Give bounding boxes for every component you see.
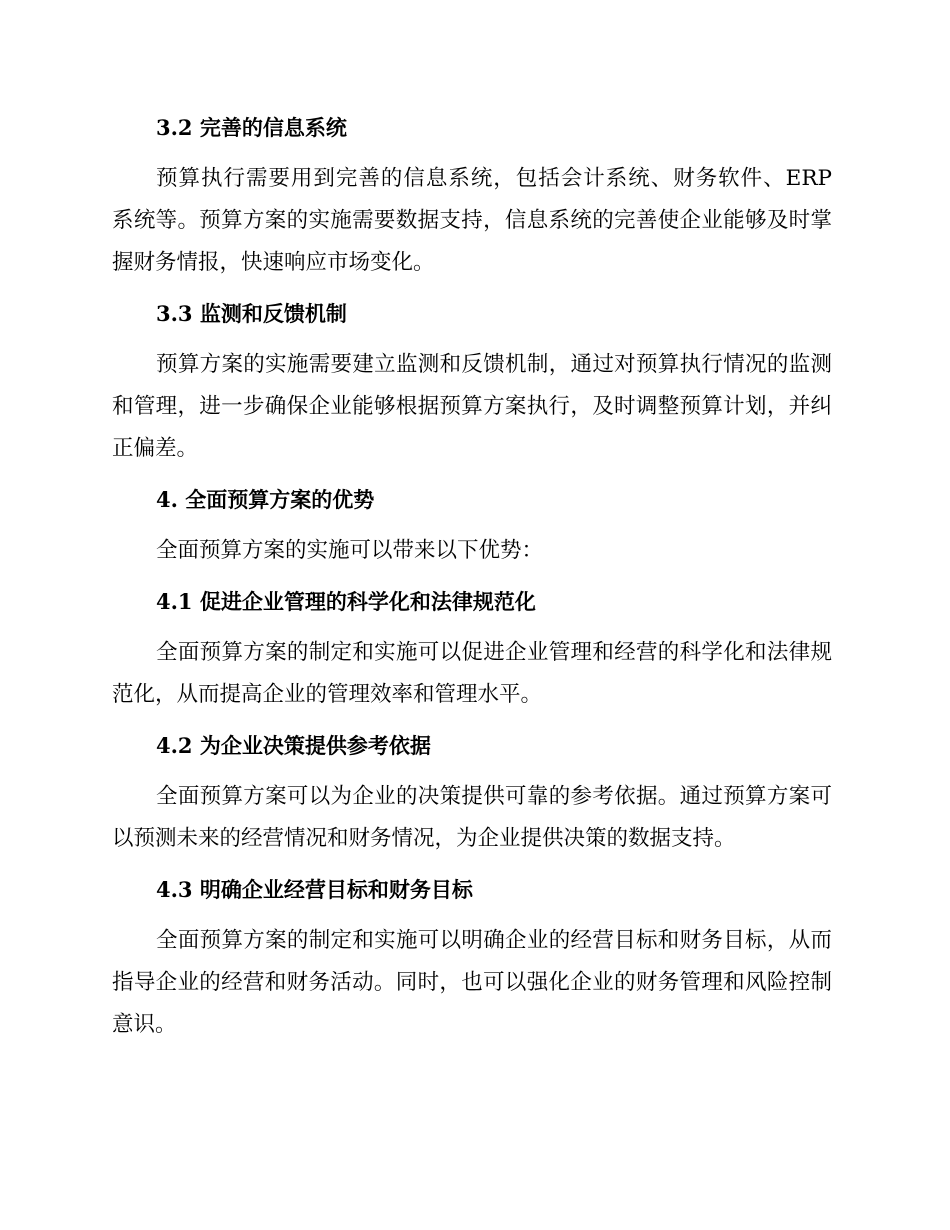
- section-paragraph-4: 全面预算方案的实施可以带来以下优势：: [156, 538, 544, 563]
- section-heading-3-3: 3.3 监测和反馈机制: [156, 301, 347, 326]
- section-paragraph-4-2: 全面预算方案可以为企业的决策提供可靠的参考依据。通过预算方案可以预测未来的经营情况和财务情况，为企业提供决策的数据支持。: [112, 784, 832, 851]
- section-heading-4-3: 4.3 明确企业经营目标和财务目标: [156, 877, 473, 902]
- section-paragraph-4-1: 全面预算方案的制定和实施可以促进企业管理和经营的科学化和法律规范化，从而提高企业的管理效率和管理水平。: [112, 640, 832, 707]
- document-body: [112, 108, 832, 1046]
- section-paragraph-3-3: 预算方案的实施需要建立监测和反馈机制，通过对预算执行情况的监测和管理，进一步确保企业能够根据预算方案执行，及时调整预算计划，并纠正偏差。: [112, 352, 832, 461]
- section-heading-3-2: 3.2 完善的信息系统: [156, 115, 347, 140]
- section-heading-4-1: 4.1 促进企业管理的科学化和法律规范化: [156, 589, 536, 614]
- section-heading-4-2: 4.2 为企业决策提供参考依据: [156, 733, 431, 758]
- section-paragraph-4-3: 全面预算方案的制定和实施可以明确企业的经营目标和财务目标，从而指导企业的经营和财务活动。同时，也可以强化企业的财务管理和风险控制意识。: [112, 928, 832, 1037]
- section-paragraph-3-2: 预算执行需要用到完善的信息系统，包括会计系统、财务软件、ERP 系统等。预算方案的实施需要数据支持，信息系统的完善使企业能够及时掌握财务情报，快速响应市场变化。: [112, 166, 832, 275]
- section-heading-4: 4. 全面预算方案的优势: [156, 487, 375, 512]
